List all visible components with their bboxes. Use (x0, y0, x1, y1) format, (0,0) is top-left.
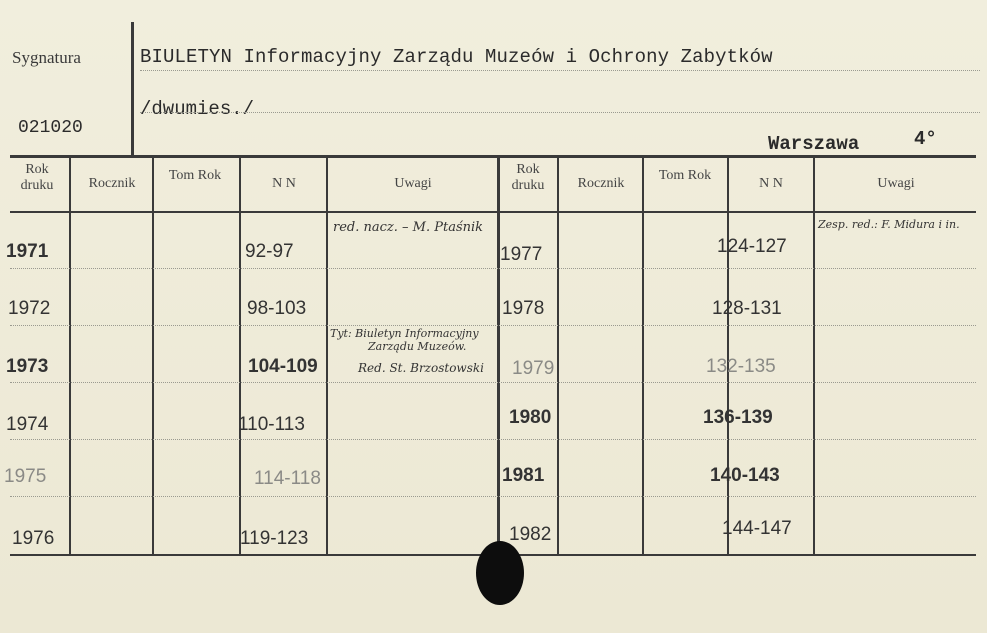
left-year: 1971 (6, 241, 49, 262)
header-dotline (140, 112, 980, 113)
col-header-uwagi: Uwagi (394, 176, 432, 191)
note-editor-in-chief: red. nacz. – M. Ptaśnik (333, 220, 484, 235)
right-nn: 144-147 (722, 518, 792, 539)
col-divider (326, 158, 328, 554)
header-dotline (140, 70, 980, 71)
col-divider (813, 158, 815, 554)
right-year: 1977 (500, 244, 543, 265)
right-year: 1980 (509, 407, 552, 428)
note-editor: Red. St. Brzostowski (358, 361, 484, 375)
sygnatura-value: 021020 (18, 118, 83, 138)
right-nn: 140-143 (710, 465, 780, 486)
row-dotline (10, 268, 976, 269)
note-title-line2: Zarządu Muzeów. (368, 340, 467, 353)
left-year: 1975 (4, 466, 47, 487)
header-bottom-border (10, 211, 976, 213)
col-header-rok-druku: Rok druku (511, 162, 545, 193)
col-header-tom-rok: Tom Rok (658, 168, 712, 183)
row-dotline (10, 382, 976, 383)
left-year: 1972 (8, 298, 51, 319)
note-editorial-team: Zesp. red.: F. Midura i in. (818, 218, 960, 231)
col-divider (152, 158, 154, 554)
right-nn: 128-131 (712, 298, 782, 319)
left-year: 1974 (6, 414, 49, 435)
row-dotline (10, 439, 976, 440)
col-divider (642, 158, 644, 554)
left-nn: 92-97 (245, 241, 294, 262)
left-nn: 98-103 (247, 298, 307, 319)
col-header-nn: N N (759, 176, 783, 191)
col-header-uwagi: Uwagi (877, 176, 915, 191)
left-year: 1973 (6, 356, 49, 377)
sygnatura-label: Sygnatura (12, 48, 81, 67)
right-nn: 132-135 (706, 356, 776, 377)
row-dotline (10, 496, 976, 497)
col-header-nn: N N (272, 176, 296, 191)
col-header-tom-rok: Tom Rok (168, 168, 222, 183)
place: Warszawa (768, 133, 860, 155)
col-header-rocznik: Rocznik (577, 176, 625, 191)
right-year: 1982 (509, 524, 552, 545)
left-nn: 104-109 (248, 356, 318, 377)
col-divider (239, 158, 241, 554)
right-year: 1978 (502, 298, 545, 319)
col-divider (69, 158, 71, 554)
right-year: 1979 (512, 358, 555, 379)
title-line1: BIULETYN Informacyjny Zarządu Muzeów i Ochrony Zabytków (140, 46, 773, 68)
left-nn: 110-113 (238, 414, 305, 435)
right-year: 1981 (502, 465, 545, 486)
left-nn: 119-123 (240, 528, 309, 549)
left-year: 1976 (12, 528, 55, 549)
punch-hole (476, 541, 524, 605)
right-nn: 136-139 (703, 407, 773, 428)
row-dotline (10, 325, 976, 326)
col-header-rok-druku: Rok druku (20, 162, 54, 193)
right-nn: 124-127 (717, 236, 787, 257)
col-divider (557, 158, 559, 554)
note-title-line1: Tyt: Biuletyn Informacyjny (330, 327, 479, 340)
format: 4° (914, 128, 937, 150)
left-nn: 114-118 (254, 468, 321, 489)
header-divider (131, 22, 134, 156)
title-line2: /dwumies./ (140, 98, 255, 120)
col-divider-center (497, 158, 500, 554)
table-top-border (10, 155, 976, 158)
col-header-rocznik: Rocznik (88, 176, 136, 191)
